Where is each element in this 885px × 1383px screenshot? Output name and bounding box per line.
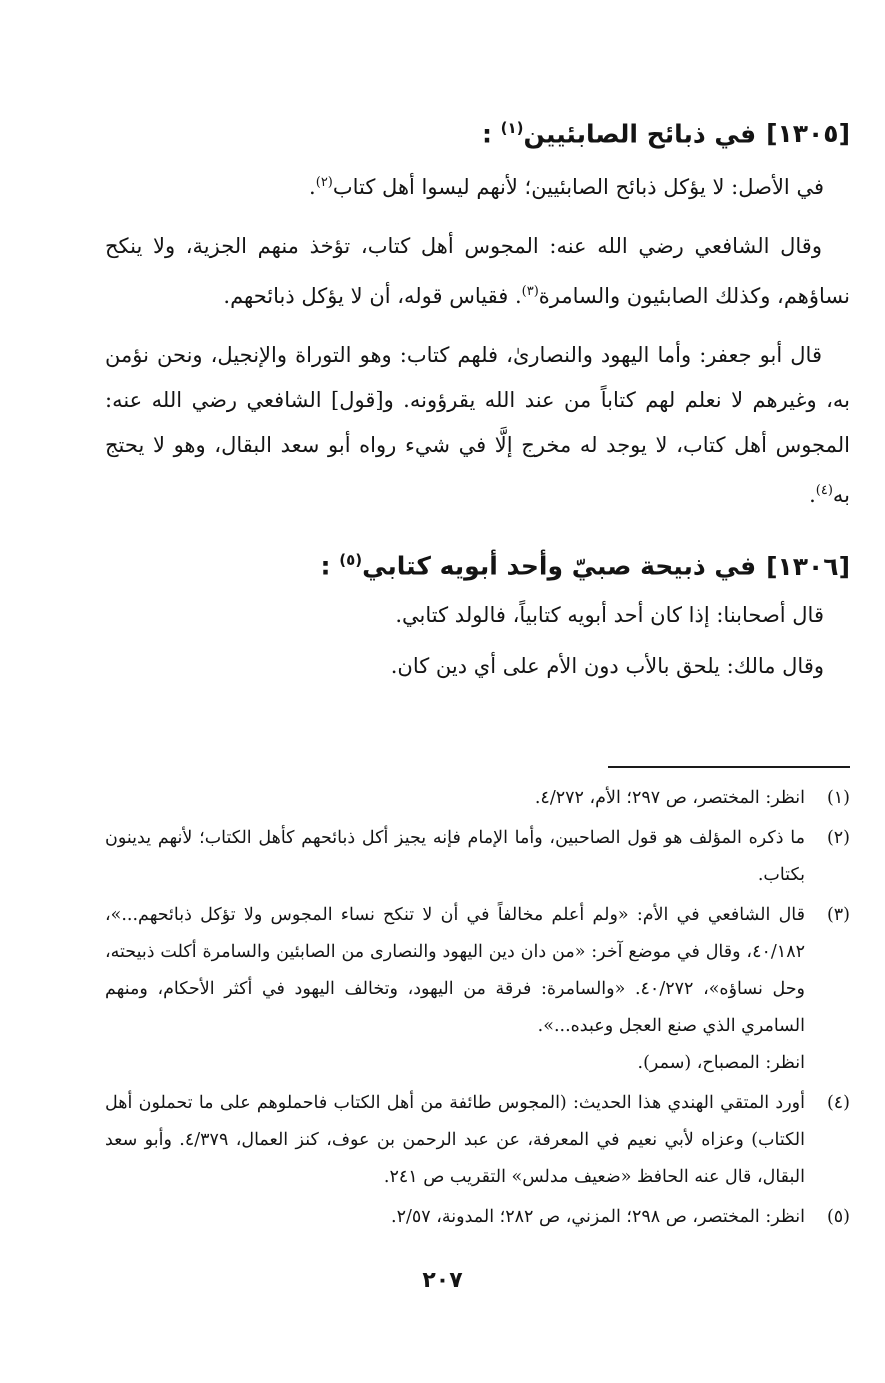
- footnote-number: (٥): [826, 1207, 850, 1227]
- footnote-4: [105, 1085, 850, 1196]
- page-number: ٢٠٧: [422, 1268, 463, 1293]
- paragraph-end: .: [809, 483, 816, 508]
- footnote-separator: [608, 766, 850, 768]
- paragraph-end: .: [309, 175, 316, 200]
- footnote-1: [105, 780, 850, 817]
- paragraph-shafii: [105, 224, 850, 319]
- paragraph-text: . فقياس قوله، أن لا يؤكل ذبائحهم.: [223, 284, 522, 309]
- footnote-ref: (٤): [815, 483, 833, 499]
- footnote-text: أورد المتقي الهندي هذا الحديث: (المجوس طائفة من أهل الكتاب فاحملوهم على ما تحملون أهل الكتاب) وعزاه لأبي نعيم في المعرفة، عن عبد الرحمن بن عوف، كنز العمال، ٤/٣٧٩. وأبو سعد البقال، قال عنه الحافظ «ضعيف مدلس» التقريب ص ٢٤١.: [105, 1093, 805, 1187]
- footnote-number: (٢): [826, 828, 850, 848]
- section-number: [١٣٠٥]: [766, 119, 850, 149]
- footnote-ref: (٥): [339, 551, 363, 570]
- paragraph-malik: وقال مالك: يلحق بالأب دون الأم على أي دين كان.: [390, 653, 824, 678]
- footnote-5: [105, 1199, 850, 1236]
- paragraph-asl: [105, 160, 850, 210]
- footnote-ref: (٣): [521, 284, 539, 300]
- footnote-text: انظر: المختصر، ص ٢٩٧؛ الأم، ٤/٢٧٢.: [534, 788, 805, 808]
- footnote-ref: (٢): [315, 175, 333, 191]
- footnote-text: قال الشافعي في الأم: «ولم أعلم مخالفاً في أن لا تنكح نساء المجوس ولا تؤكل ذبائحهم...»، ٤٠/١٨٢، وقال في موضع آخر: «من دان دين اليهود والنصارى من الصابئين والسامرة أكلت ذبيحته، وحل نساؤه»، ٤٠/٢٧٢. «والسامرة: فرقة من اليهود، وتخالف اليهود في أكثر الأحكام، ومنهم السامري الذي صنع العجل وعبده...».: [105, 905, 806, 1036]
- paragraph-text: وقال الشافعي رضي الله عنه: المجوس أهل كتاب، تؤخذ منهم الجزية، ولا ينكح نساؤهم، وكذلك الصابئيون والسامرة: [105, 234, 850, 309]
- footnote-text: ما ذكره المؤلف هو قول الصاحبين، وأما الإمام فإنه يجيز أكل ذبائحهم كأهل الكتاب؛ لأنهم يدينون بكتاب.: [105, 828, 805, 885]
- paragraph-abu-jafar: [105, 333, 850, 518]
- section-title: في ذبيحة صبيّ وأحد أبويه كتابي: [362, 551, 757, 581]
- paragraph-ashabuna: قال أصحابنا: إذا كان أحد أبويه كتابياً، فالولد كتابي.: [395, 602, 824, 627]
- footnote-text-continued: انظر: المصباح، (سمر).: [637, 1053, 805, 1073]
- main-text: [105, 108, 850, 689]
- footnotes: [105, 780, 850, 1239]
- footnote-3: [105, 897, 850, 1082]
- footnote-number: (٤): [826, 1093, 850, 1113]
- paragraph-text: في الأصل: لا يؤكل ذبائح الصابئيين؛ لأنهم ليسوا أهل كتاب: [332, 175, 824, 200]
- footnote-number: (١): [826, 788, 850, 808]
- section-number: [١٣٠٦]: [766, 551, 850, 581]
- section-title: في ذبائح الصابئيين: [523, 119, 757, 149]
- section-heading-1305: [105, 108, 850, 154]
- heading-colon: :: [481, 119, 501, 149]
- section-heading-1306: [105, 540, 850, 586]
- heading-colon: :: [320, 551, 340, 581]
- paragraph-text: قال أبو جعفر: وأما اليهود والنصارىٰ، فلهم كتاب: وهو التوراة والإنجيل، ونحن نؤمن به، وغيرهم لا نعلم لهم كتاباً من عند الله يقرؤونه. و[قول] الشافعي رضي الله عنه: المجوس أهل كتاب، لا يوجد له مخرج إلَّا في شيء رواه أبو سعد البقال، وهو لا يحتج به: [105, 343, 850, 508]
- footnote-ref: (١): [500, 119, 524, 137]
- footnote-2: [105, 820, 850, 894]
- footnote-text: انظر: المختصر، ص ٢٩٨؛ المزني، ص ٢٨٢؛ المدونة، ٢/٥٧.: [391, 1207, 805, 1227]
- footnote-number: (٣): [826, 905, 850, 925]
